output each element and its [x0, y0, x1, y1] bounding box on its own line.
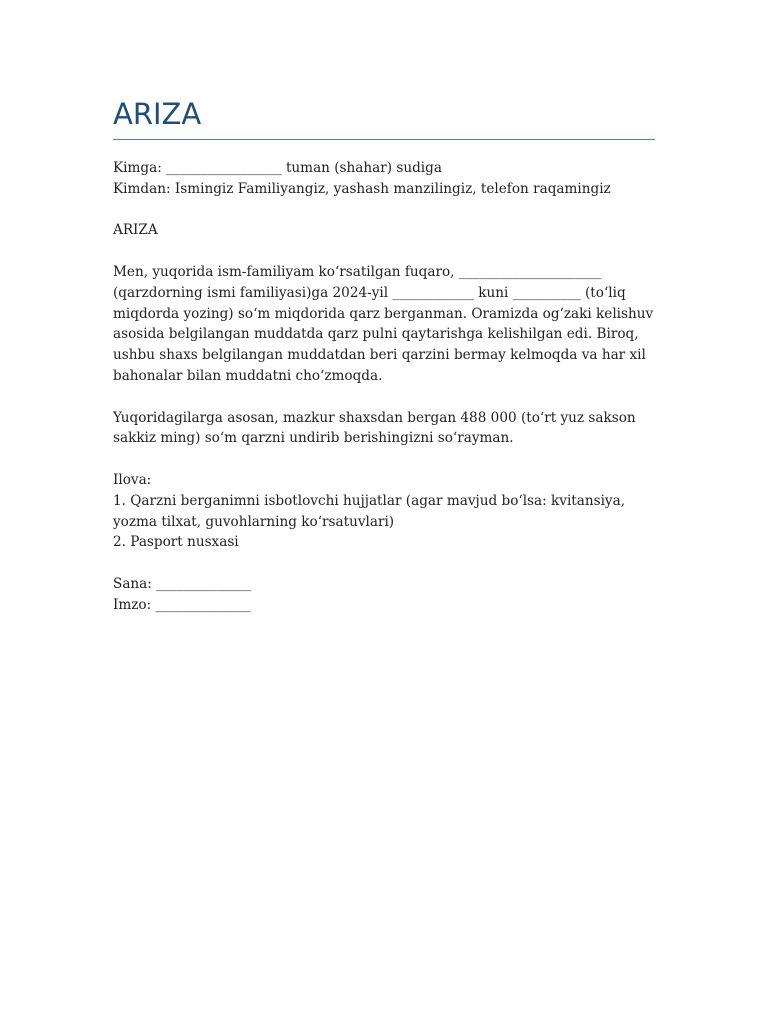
spacer [113, 241, 658, 262]
spacer [113, 553, 658, 574]
attachment-item-2: 2. Pasport nusxasi [113, 534, 239, 551]
paragraph-request: Yuqoridagilarga asosan, mazkur shaxsdan bergan 488 000 (toʻrt yuz sakson sakkiz ming) soʻm qarzni undirib berishingizni soʻrayman. [113, 409, 636, 447]
document-title: ARIZA [113, 97, 202, 131]
paragraph-main: Men, yuqorida ism-familiyam koʻrsatilgan fuqaro, _____________________ (qarzdorning ismi familiyasi)ga 2024-yil ____________ kuni __________ (toʻliq miqdorda yozing) soʻm miqdorida qarz berganman. Oramizda ogʻzaki kelishuv asosida belgilangan muddatda qarz pulni qaytarishga kelishilgan edi. Biroq, ushbu shaxs belgilangan muddatdan beri qarzini bermay kelmoqda va har xil bahonalar bilan muddatni choʻzmoqda. [113, 263, 654, 384]
spacer [113, 200, 658, 221]
signature-line: Imzo: ______________ [113, 596, 251, 613]
spacer [113, 387, 658, 408]
sender-line: Kimdan: Ismingiz Familiyangiz, yashash manzilingiz, telefon raqamingiz [113, 180, 611, 197]
recipient-line: Kimga: _________________ tuman (shahar) sudiga [113, 160, 442, 176]
document-body [113, 158, 658, 616]
spacer [113, 449, 658, 470]
attachment-item-1: 1. Qarzni berganimni isbotlovchi hujjatlar (agar mavjud boʻlsa: kvitansiya, yozma tilxat, guvohlarning koʻrsatuvlari) [113, 492, 626, 530]
section-heading: ARIZA [113, 222, 158, 239]
attachments-label: Ilova: [113, 471, 152, 488]
title-underline [113, 139, 655, 140]
date-line: Sana: ______________ [113, 575, 252, 592]
